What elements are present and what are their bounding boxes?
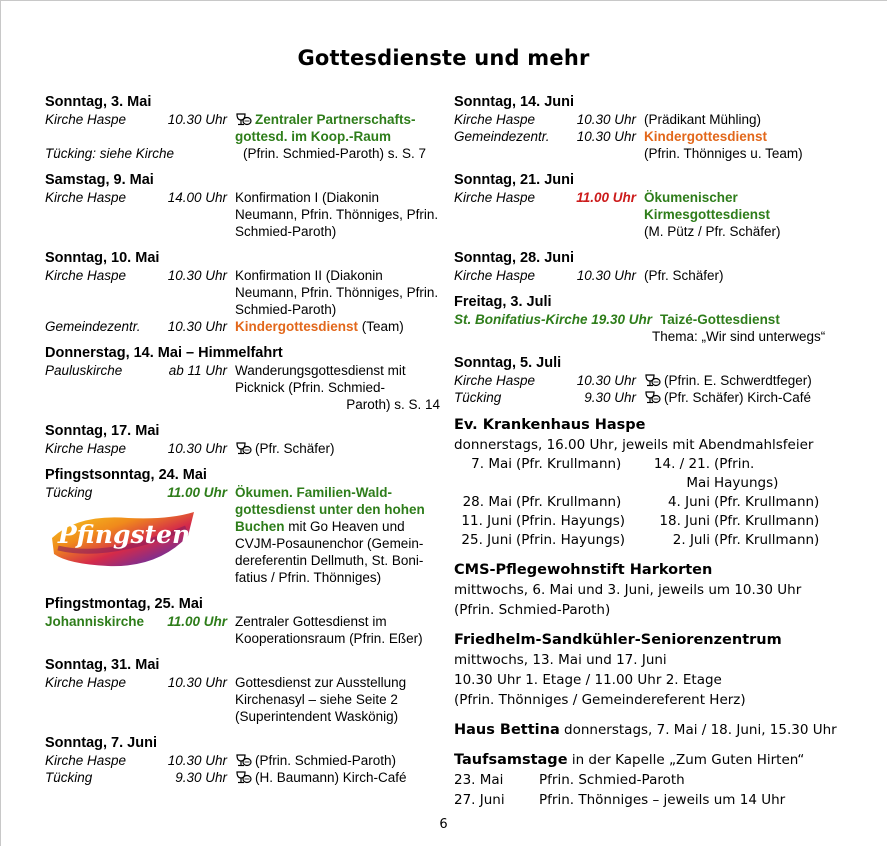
right-column — [454, 93, 854, 810]
entry-row — [45, 111, 440, 145]
entry-day: Sonntag, 3. Mai — [45, 94, 152, 110]
communion-icon — [644, 373, 661, 387]
entry-17-mai — [45, 422, 440, 457]
location: Johanniskirche — [45, 614, 145, 629]
description: Wanderungsgottesdienst mit Picknick (Pfrin. Schmied- Paroth) s. S. 14 — [235, 363, 440, 412]
krankenhaus-table: 7. Mai (Pfr. Krullmann) 14. / 21. Mai (Pfrin. Hayungs) 28. Mai (Pfr. Krullmann) 4. Juni (Pfr. Krullmann) 11. Juni (Pfrin. Hayungs) 18. Juni (Pfr. Krullmann) 25. Juni (Pfrin. Hayungs) 2. Juli (Pfr. Krullmann) — [461, 456, 820, 548]
location: Pauluskirche — [45, 363, 123, 378]
description: Taizé-Gottesdienst — [660, 312, 780, 327]
time: 10.30 Uhr — [167, 319, 227, 334]
time: 10.30 Uhr — [167, 753, 227, 768]
communion-icon — [235, 112, 252, 126]
location: Tücking — [45, 485, 93, 500]
description: Thema: „Wir sind unterwegs“ — [652, 329, 826, 344]
location: Kirche Haspe — [454, 112, 536, 127]
entry-row — [454, 111, 854, 128]
logo-text: Pfingsten — [57, 520, 191, 549]
time: 10.30 Uhr — [167, 441, 227, 456]
location: Kirche Haspe — [45, 268, 127, 283]
section-heading: Taufsamstage — [454, 752, 568, 768]
entry-row — [454, 128, 854, 162]
entry-28-juni — [454, 249, 854, 284]
entry-row — [454, 189, 854, 240]
location: Tücking — [45, 770, 93, 785]
communion-icon — [235, 441, 252, 455]
time: 14.00 Uhr — [167, 190, 227, 205]
time: 10.30 Uhr — [576, 129, 636, 144]
time: 9.30 Uhr — [175, 770, 227, 785]
page-number: 6 — [439, 817, 448, 832]
time: 10.30 Uhr — [167, 675, 227, 690]
entry-row — [45, 145, 440, 162]
entry-day: Freitag, 3. Juli — [454, 294, 552, 310]
section-text: donnerstags, 16.00 Uhr, jeweils mit Abendmahlsfeier — [454, 437, 814, 453]
location: Kirche Haspe — [45, 753, 127, 768]
time: 9.30 Uhr — [584, 390, 636, 405]
description: Kindergottesdienst (Team) — [235, 319, 404, 334]
entry-row — [45, 318, 440, 335]
location: Kirche Haspe — [45, 675, 127, 690]
entry-day: Sonntag, 31. Mai — [45, 657, 160, 673]
description: Gottesdienst zur Ausstellung Kirchenasyl – siehe Seite 2 (Superintendent Waskönig) — [235, 675, 407, 724]
entry-row — [454, 389, 854, 406]
haus-bettina-section: Haus Bettina donnerstags, 7. Mai / 18. Juni, 15.30 Uhr — [454, 722, 837, 738]
entry-row — [45, 362, 440, 413]
entry-day: Sonntag, 17. Mai — [45, 423, 160, 439]
entry-21-juni — [454, 171, 854, 240]
page-title: Gottesdienste und mehr — [297, 46, 590, 70]
entry-25-mai — [45, 595, 440, 647]
entry-row — [454, 311, 854, 328]
entry-9-mai — [45, 171, 440, 240]
location: Gemeindezentr. — [454, 129, 550, 144]
entry-day: Donnerstag, 14. Mai – Himmelfahrt — [45, 345, 283, 361]
entry-day: Sonntag, 10. Mai — [45, 250, 160, 266]
description: (Pfrin. Schmied-Paroth) — [235, 752, 440, 769]
entry-day: Sonntag, 7. Juni — [45, 735, 157, 751]
entry-day: Pfingstsonntag, 24. Mai — [45, 467, 207, 483]
description: (Pfrin. E. Schwerdtfeger) — [644, 372, 854, 389]
location: Gemeindezentr. — [45, 319, 141, 334]
communion-icon — [235, 770, 252, 784]
entry-day: Samstag, 9. Mai — [45, 172, 154, 188]
location: Kirche Haspe — [45, 190, 127, 205]
description: (H. Baumann) Kirch-Café — [235, 769, 440, 786]
description: (Prädikant Mühling) — [644, 112, 762, 127]
time: 10.30 Uhr — [167, 112, 227, 127]
location: Tücking — [454, 390, 502, 405]
description: Zentraler Partnerschafts-gottesd. im Koop.-Raum — [235, 112, 416, 144]
location: St. Bonifatius-Kirche 19.30 Uhr — [454, 312, 653, 327]
entry-3-mai — [45, 93, 440, 162]
description: Kindergottesdienst (Pfrin. Thönniges u. Team) — [644, 129, 803, 161]
entry-day: Pfingstmontag, 25. Mai — [45, 596, 203, 612]
section-heading: CMS-Pflegewohnstift Harkorten — [454, 562, 713, 578]
entry-row — [454, 328, 854, 345]
description: (Pfrin. Schmied-Paroth) s. S. 7 — [243, 146, 427, 161]
entry-row — [45, 440, 440, 457]
time: 10.30 Uhr — [576, 268, 636, 283]
time: 11.00 Uhr — [167, 485, 227, 500]
location: Kirche Haspe — [45, 112, 127, 127]
entry-day: Sonntag, 5. Juli — [454, 355, 562, 371]
entry-row — [45, 752, 440, 769]
section-heading: Friedhelm-Sandkühler-Seniorenzentrum — [454, 632, 782, 648]
location: Kirche Haspe — [45, 441, 127, 456]
time: 11.00 Uhr — [576, 190, 636, 205]
location: Kirche Haspe — [454, 268, 536, 283]
description: (Pfr. Schäfer) Kirch-Café — [644, 389, 854, 406]
entry-row — [45, 189, 440, 240]
description: Ökumenischer Kirmesgottesdienst (M. Pütz / Pfr. Schäfer) — [644, 190, 781, 239]
description: Konfirmation II (Diakonin Neumann, Pfrin. Thönniges, Pfrin. Schmied-Paroth) — [235, 268, 439, 317]
time: 10.30 Uhr — [167, 268, 227, 283]
section-heading: Haus Bettina — [454, 722, 560, 738]
seniorenzentrum-section: Friedhelm-Sandkühler-Seniorenzentrum mittwochs, 13. Mai und 17. Juni 10.30 Uhr 1. Etage / 11.00 Uhr 2. Etage (Pfrin. Thönniges / Gemeindereferent Herz) — [454, 630, 854, 710]
location: Kirche Haspe — [454, 190, 536, 205]
entry-31-mai — [45, 656, 440, 725]
entry-row — [45, 613, 440, 647]
location: Kirche Haspe — [454, 373, 536, 388]
time: 10.30 Uhr — [576, 112, 636, 127]
entry-5-juli — [454, 354, 854, 406]
communion-icon — [235, 753, 252, 767]
entry-3-juli — [454, 293, 854, 345]
description: Zentraler Gottesdienst im Kooperationsraum (Pfrin. Eßer) — [235, 614, 423, 646]
description: (Pfr. Schäfer) — [235, 440, 440, 457]
entry-14-juni — [454, 93, 854, 162]
pfingsten-logo — [48, 508, 198, 572]
entry-day: Sonntag, 21. Juni — [454, 172, 575, 188]
entry-10-mai — [45, 249, 440, 335]
entry-row — [45, 674, 440, 725]
section-heading: Ev. Krankenhaus Haspe — [454, 417, 646, 433]
description: Ökumen. Familien-Wald-gottesdienst unter den hohen Buchen mit Go Heaven und CVJM-Posaunenchor (Gemein-dereferentin Dellmuth, St. Boni-fatius / Pfrin. Thönniges) — [235, 485, 425, 585]
description: Konfirmation I (Diakonin Neumann, Pfrin. Thönniges, Pfrin. Schmied-Paroth) — [235, 190, 439, 239]
entry-14-mai — [45, 344, 440, 413]
entry-row — [454, 372, 854, 389]
time: 11.00 Uhr — [167, 614, 227, 629]
time: 10.30 Uhr — [576, 373, 636, 388]
description: (Pfr. Schäfer) — [644, 268, 724, 283]
entry-row — [45, 769, 440, 786]
taufsamstage-section: Taufsamstage in der Kapelle „Zum Guten Hirten“ 23. Mai Pfrin. Schmied-Paroth 27. Juni Pfrin. Thönniges – jeweils um 14 Uhr — [454, 752, 805, 808]
entry-row — [454, 267, 854, 284]
location: Tücking: siehe Kirche — [45, 146, 175, 161]
communion-icon — [644, 390, 661, 404]
entry-7-juni — [45, 734, 440, 786]
time: ab 11 Uhr — [168, 363, 227, 378]
entry-day: Sonntag, 14. Juni — [454, 94, 575, 110]
krankenhaus-section — [454, 415, 854, 550]
left-column — [45, 93, 440, 795]
cms-section: CMS-Pflegewohnstift Harkorten mittwochs, 6. Mai und 3. Juni, jeweils um 10.30 Uhr (Pfrin. Schmied-Paroth) — [454, 560, 854, 620]
entry-day: Sonntag, 28. Juni — [454, 250, 575, 266]
entry-row — [45, 267, 440, 318]
